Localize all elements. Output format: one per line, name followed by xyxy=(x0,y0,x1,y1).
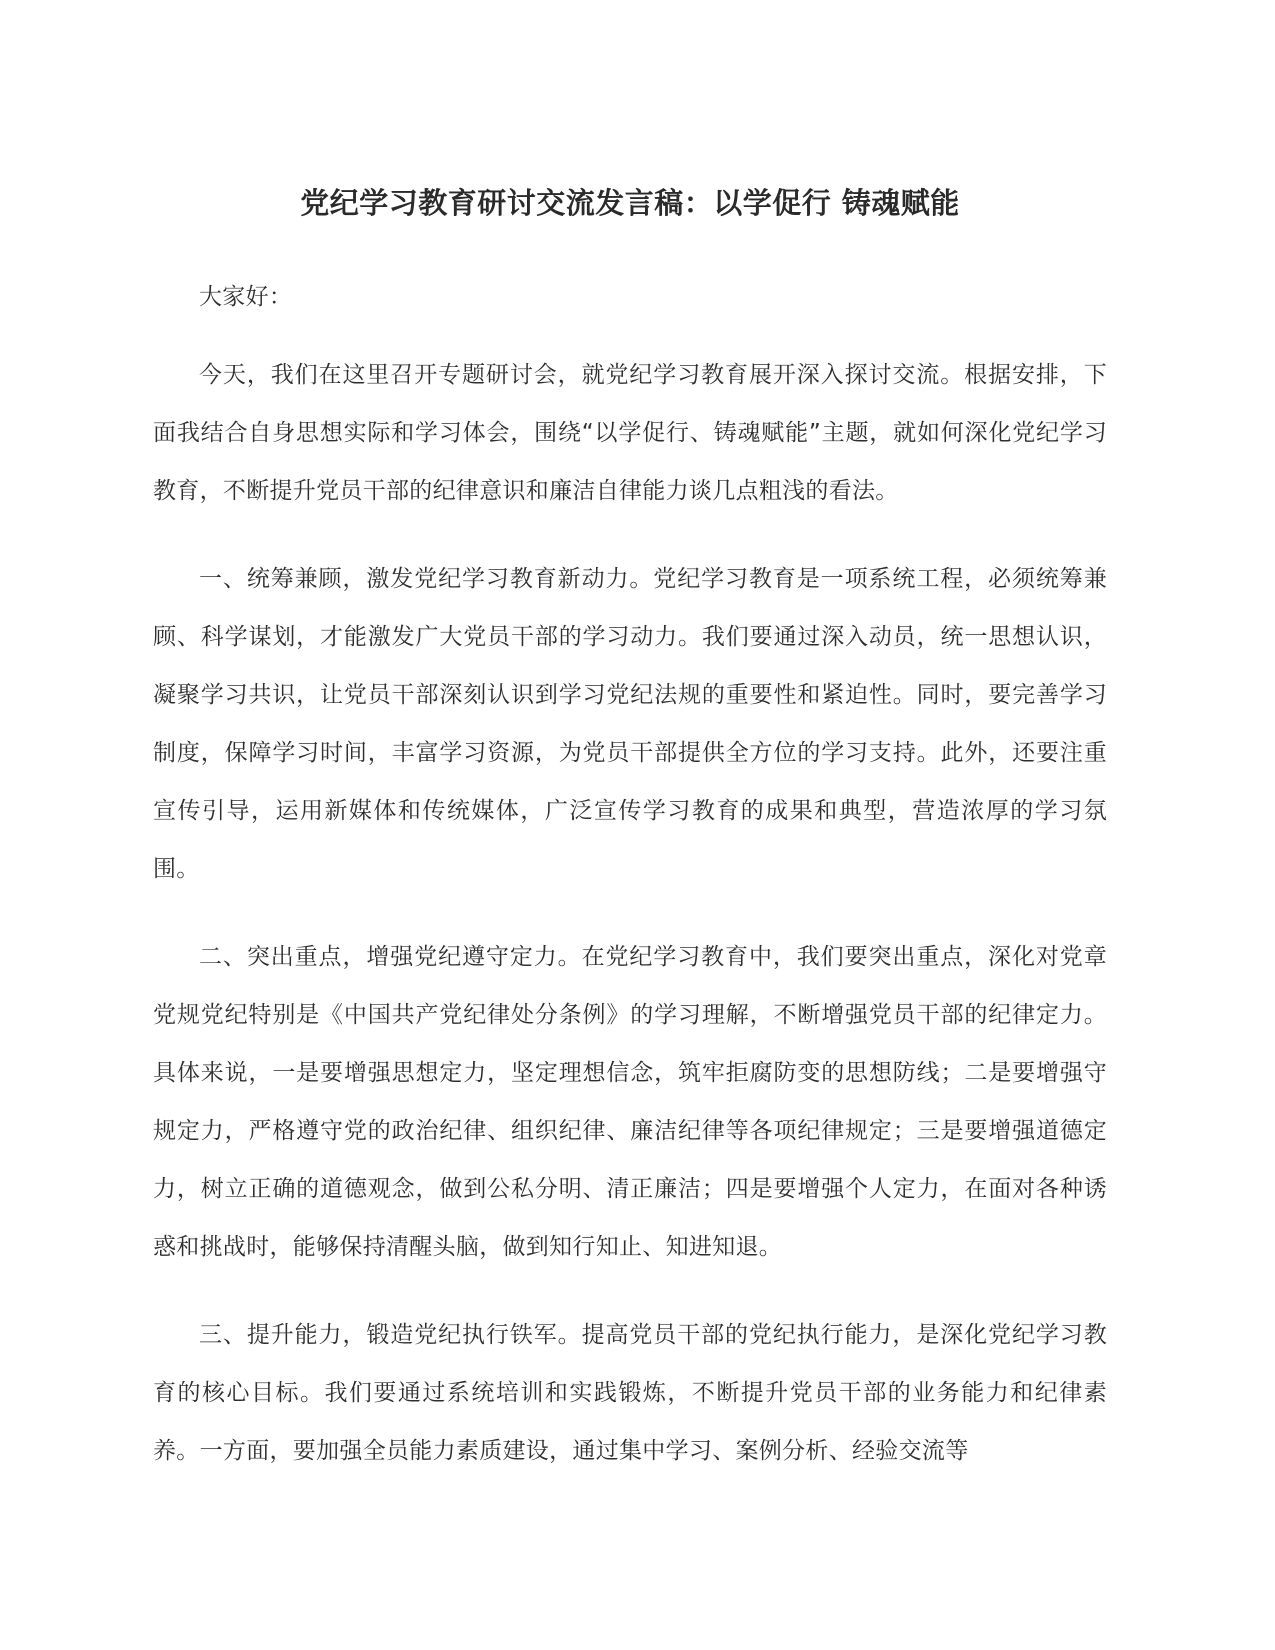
paragraph-section-1: 一、统筹兼顾，激发党纪学习教育新动力。党纪学习教育是一项系统工程，必须统筹兼顾、科学谋划，才能激发广大党员干部的学习动力。我们要通过深入动员，统一思想认识，凝聚学习共识，让党员干部深刻认识到学习党纪法规的重要性和紧迫性。同时，要完善学习制度，保障学习时间，丰富学习资源，为党员干部提供全方位的学习支持。此外，还要注重宣传引导，运用新媒体和传统媒体，广泛宣传学习教育的成果和典型，营造浓厚的学习氛围。 xyxy=(153,566,1107,882)
document-body xyxy=(153,268,1107,1510)
document-title: 党纪学习教育研讨交流发言稿：以学促行 铸魂赋能 xyxy=(300,186,960,220)
greeting: 大家好： xyxy=(199,284,293,310)
paragraph-intro: 今天，我们在这里召开专题研讨会，就党纪学习教育展开深入探讨交流。根据安排，下面我结合自身思想实际和学习体会，围绕“以学促行、铸魂赋能”主题，就如何深化党纪学习教育，不断提升党员干部的纪律意识和廉洁自律能力谈几点粗浅的看法。 xyxy=(153,362,1107,504)
paragraph-section-3: 三、提升能力，锻造党纪执行铁军。提高党员干部的党纪执行能力，是深化党纪学习教育的核心目标。我们要通过系统培训和实践锻炼，不断提升党员干部的业务能力和纪律素养。一方面，要加强全员能力素质建设，通过集中学习、案例分析、经验交流等 xyxy=(153,1322,1107,1464)
paragraph-section-2: 二、突出重点，增强党纪遵守定力。在党纪学习教育中，我们要突出重点，深化对党章党规党纪特别是《中国共产党纪律处分条例》的学习理解，不断增强党员干部的纪律定力。具体来说，一是要增强思想定力，坚定理想信念，筑牢拒腐防变的思想防线；二是要增强守规定力，严格遵守党的政治纪律、组织纪律、廉洁纪律等各项纪律规定；三是要增强道德定力，树立正确的道德观念，做到公私分明、清正廉洁；四是要增强个人定力，在面对各种诱惑和挑战时，能够保持清醒头脑，做到知行知止、知进知退。 xyxy=(153,944,1107,1260)
